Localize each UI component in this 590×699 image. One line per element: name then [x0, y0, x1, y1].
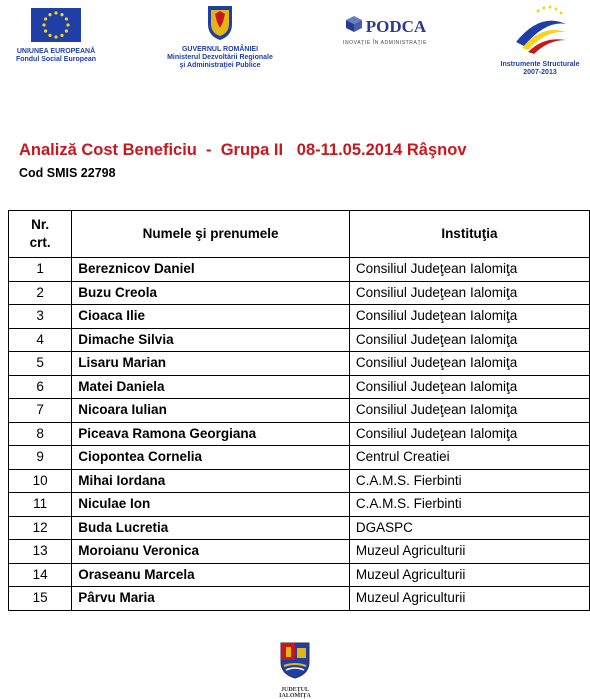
- row-institution: C.A.M.S. Fierbinti: [349, 469, 589, 493]
- eu-logo: [8, 8, 104, 64]
- row-nr: 3: [9, 305, 72, 329]
- podca-logo: [330, 14, 440, 46]
- document-title: Analiză Cost Beneficiu - Grupa II 08-11.05.2014 Râşnov: [19, 141, 467, 159]
- gov-caption-line1: GUVERNUL ROMÂNIEI: [181, 46, 259, 53]
- row-name: Dimache Silvia: [72, 328, 350, 352]
- header-institution: Instituţia: [349, 211, 589, 258]
- row-nr: 14: [9, 563, 72, 587]
- row-name: Pârvu Maria: [72, 587, 350, 611]
- eu-caption-line1: UNIUNEA EUROPEANĂ: [16, 48, 96, 55]
- row-nr: 12: [9, 516, 72, 540]
- row-name: Oraseanu Marcela: [72, 563, 350, 587]
- header-nr-line2: crt.: [29, 235, 51, 250]
- gov-logo: [150, 2, 290, 70]
- row-institution: Consiliul Judeţean Ialomiţa: [349, 328, 589, 352]
- table-row: [9, 305, 590, 329]
- participants-table: [8, 210, 590, 611]
- table-row: [9, 328, 590, 352]
- row-nr: 8: [9, 422, 72, 446]
- row-name: Niculae Ion: [72, 493, 350, 517]
- is-caption-line1: Instrumente Structurale: [500, 61, 580, 68]
- row-nr: 13: [9, 540, 72, 564]
- podca-name: PODCA: [365, 16, 427, 36]
- header-nr: [9, 211, 72, 258]
- row-nr: 15: [9, 587, 72, 611]
- instrumente-structurale-logo: [490, 2, 590, 77]
- table-row: [9, 375, 590, 399]
- row-institution: Consiliul Judeţean Ialomiţa: [349, 258, 589, 282]
- instrumente-structurale-icon: [510, 2, 570, 56]
- row-name: Lisaru Marian: [72, 352, 350, 376]
- table-row: [9, 516, 590, 540]
- row-name: Cioaca Ilie: [72, 305, 350, 329]
- row-name: Piceava Ramona Georgiana: [72, 422, 350, 446]
- smis-code: Cod SMIS 22798: [19, 166, 116, 180]
- header-nr-line1: Nr.: [31, 217, 50, 232]
- table-row: [9, 352, 590, 376]
- table-row: [9, 281, 590, 305]
- table-row: [9, 422, 590, 446]
- row-nr: 5: [9, 352, 72, 376]
- row-nr: 2: [9, 281, 72, 305]
- row-name: Buda Lucretia: [72, 516, 350, 540]
- table-row: [9, 540, 590, 564]
- table-row: [9, 493, 590, 517]
- gov-caption-line2: Ministerul Dezvoltării Regionale: [167, 54, 273, 61]
- row-institution: Consiliul Judeţean Ialomiţa: [349, 399, 589, 423]
- row-nr: 7: [9, 399, 72, 423]
- row-name: Matei Daniela: [72, 375, 350, 399]
- county-caption: JUDEŢUL IALOMIŢA: [279, 687, 311, 699]
- gov-caption-line3: şi Administraţiei Publice: [179, 62, 261, 69]
- ialomita-crest-icon: [278, 640, 312, 680]
- row-nr: 6: [9, 375, 72, 399]
- row-nr: 1: [9, 258, 72, 282]
- podca-tagline: INOVAŢIE ÎN ADMINISTRAŢIE: [342, 40, 428, 46]
- row-nr: 4: [9, 328, 72, 352]
- is-caption-line2: 2007-2013: [523, 69, 557, 76]
- row-nr: 11: [9, 493, 72, 517]
- table-row: [9, 399, 590, 423]
- row-institution: Muzeul Agriculturii: [349, 587, 589, 611]
- table-row: [9, 469, 590, 493]
- county-crest: [265, 640, 325, 699]
- row-nr: 9: [9, 446, 72, 470]
- row-name: Nicoara Iulian: [72, 399, 350, 423]
- row-institution: Consiliul Judeţean Ialomiţa: [349, 422, 589, 446]
- romania-crest-icon: [205, 2, 235, 42]
- row-institution: Consiliul Judeţean Ialomiţa: [349, 305, 589, 329]
- row-institution: C.A.M.S. Fierbinti: [349, 493, 589, 517]
- row-institution: Consiliul Judeţean Ialomiţa: [349, 375, 589, 399]
- row-name: Mihai Iordana: [72, 469, 350, 493]
- header-name: Numele şi prenumele: [72, 211, 350, 258]
- row-institution: Muzeul Agriculturii: [349, 563, 589, 587]
- row-name: Bereznicov Daniel: [72, 258, 350, 282]
- podca-cube-icon: [344, 14, 364, 39]
- eu-caption-line2: Fondul Social European: [15, 56, 97, 63]
- table-row: [9, 258, 590, 282]
- row-name: Moroianu Veronica: [72, 540, 350, 564]
- table-header-row: [9, 211, 590, 258]
- row-institution: Consiliul Judeţean Ialomiţa: [349, 352, 589, 376]
- row-name: Ciopontea Cornelia: [72, 446, 350, 470]
- table-row: [9, 587, 590, 611]
- eu-flag-icon: [31, 8, 81, 42]
- row-institution: DGASPC: [349, 516, 589, 540]
- row-institution: Muzeul Agriculturii: [349, 540, 589, 564]
- row-institution: Centrul Creatiei: [349, 446, 589, 470]
- table-row: [9, 446, 590, 470]
- table-row: [9, 563, 590, 587]
- row-institution: Consiliul Judeţean Ialomiţa: [349, 281, 589, 305]
- row-name: Buzu Creola: [72, 281, 350, 305]
- row-nr: 10: [9, 469, 72, 493]
